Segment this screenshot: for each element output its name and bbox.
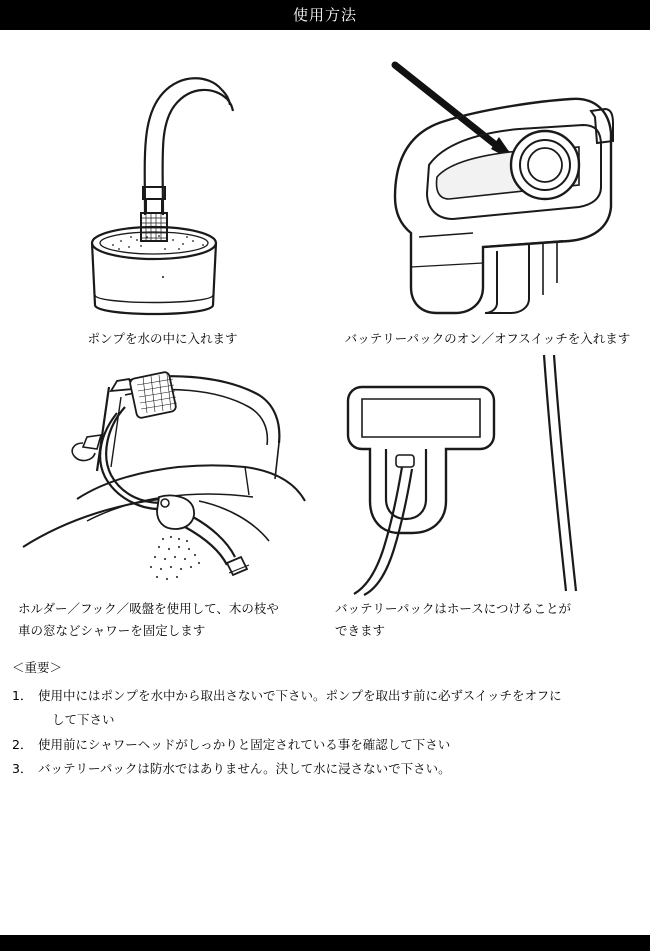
note-text bbox=[38, 684, 638, 733]
shower-holder-hook-suction-illustration bbox=[0, 350, 325, 598]
instruction-cell-battery-switch bbox=[325, 36, 650, 350]
footer-bar bbox=[0, 935, 650, 951]
caption-battery-on-hose: バッテリーパックはホースにつけることが できます bbox=[335, 600, 572, 638]
note-text-continued: して下さい bbox=[52, 712, 115, 728]
page-title: 使用方法 bbox=[292, 5, 357, 24]
instruction-row-1 bbox=[0, 36, 650, 350]
note-number: 1． bbox=[12, 688, 33, 703]
note-item bbox=[12, 757, 638, 781]
notes-heading: ＜重要＞ bbox=[12, 659, 63, 675]
note-item bbox=[12, 684, 638, 733]
important-notes bbox=[0, 642, 650, 782]
caption-pump-in-water: ポンプを水の中に入れます bbox=[87, 331, 238, 346]
pump-in-bucket-illustration bbox=[0, 36, 325, 328]
instruction-cell-battery-on-hose bbox=[325, 350, 650, 642]
note-number: 2． bbox=[12, 736, 33, 752]
instruction-grid bbox=[0, 30, 650, 642]
instruction-row-2 bbox=[0, 350, 650, 642]
instruction-cell-shower-holder bbox=[0, 350, 325, 642]
battery-pack-on-hose-illustration bbox=[325, 350, 650, 598]
instruction-cell-pump-in-water bbox=[0, 36, 325, 350]
caption-shower-holder: ホルダー／フック／吸盤を使用して、木の枝や 車の窓などシャワーを固定します bbox=[18, 600, 279, 638]
note-text: 使用前にシャワーヘッドがしっかりと固定されている事を確認して下さい bbox=[38, 736, 451, 752]
header-bar bbox=[0, 0, 650, 30]
note-number: 3． bbox=[12, 761, 33, 777]
caption-battery-switch: バッテリーパックのオン／オフスイッチを入れます bbox=[344, 331, 631, 346]
note-item bbox=[12, 733, 638, 757]
note-text-main: 使用中にはポンプを水中から取出さないで下さい。ポンプを取出す前に必ずスイッチをオフに bbox=[38, 688, 562, 703]
note-text: バッテリーパックは防水ではありません。決して水に浸さないで下さい。 bbox=[38, 761, 451, 777]
battery-pack-switch-illustration bbox=[325, 36, 650, 328]
